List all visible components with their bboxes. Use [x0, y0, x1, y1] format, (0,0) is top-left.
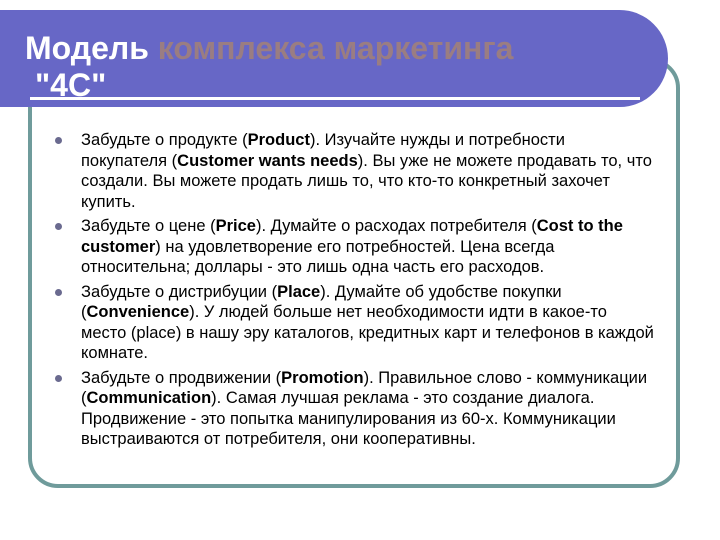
bullet-term: Convenience: [86, 303, 190, 321]
bullet-icon: [55, 375, 62, 382]
bullet-text: ). Правильное слово - коммуникации (: [81, 368, 648, 407]
bullet-term: Communication: [86, 389, 212, 407]
bullet-text: ) на удовлетворение его потребностей. Цена всегда относительна; доллары - это лишь одна часть его расходов.: [81, 237, 555, 276]
bullet-item: [55, 282, 655, 364]
bullet-term: Price: [215, 217, 256, 235]
slide-title: [25, 30, 513, 104]
bullet-term: Place: [277, 282, 321, 301]
bullet-text: ). Вы уже не можете продавать то, что создали. Вы можете продать лишь то, что кто-то конкретный захочет купить.: [81, 151, 652, 211]
bullet-text: ). Думайте об удобстве покупки (: [81, 282, 562, 321]
bullet-text: Забудьте о дистрибуции (: [81, 282, 278, 301]
bullet-text: Забудьте о цене (: [81, 217, 216, 235]
bullet-icon: [55, 137, 62, 144]
bullet-list: [55, 130, 655, 454]
bullet-text: ). Изучайте нужды и потребности покупателя (: [81, 131, 565, 170]
bullet-text: ). У людей больше нет необходимости идти в какое-то место (place) в нашу эру каталогов, кредитных карт и телефонов в каждой комнате.: [81, 303, 654, 362]
bullet-term: Product: [247, 131, 310, 149]
bullet-item: [55, 130, 655, 212]
bullet-term: Promotion: [281, 368, 364, 387]
title-main: Модель: [25, 30, 158, 66]
bullet-text: ). Думайте о расходах потребителя (: [255, 217, 537, 235]
bullet-text: ). Самая лучшая реклама - это создание диалога. Продвижение - это попытка манипулирования из 60-х. Коммуникации выстраиваются от потребителя, они кооперативны.: [81, 389, 616, 448]
bullet-item: [55, 216, 655, 278]
bullet-term: Cost to the customer: [81, 217, 623, 256]
title-line2: "4C": [35, 67, 107, 103]
bullet-icon: [55, 289, 62, 296]
bullet-text: Забудьте о продукте (: [81, 131, 248, 149]
bullet-icon: [55, 223, 62, 230]
title-accent: комплекса маркетинга: [157, 30, 514, 66]
bullet-text: Забудьте о продвижении (: [81, 368, 282, 387]
bullet-term: Customer wants needs: [177, 151, 358, 170]
bullet-item: [55, 368, 655, 450]
